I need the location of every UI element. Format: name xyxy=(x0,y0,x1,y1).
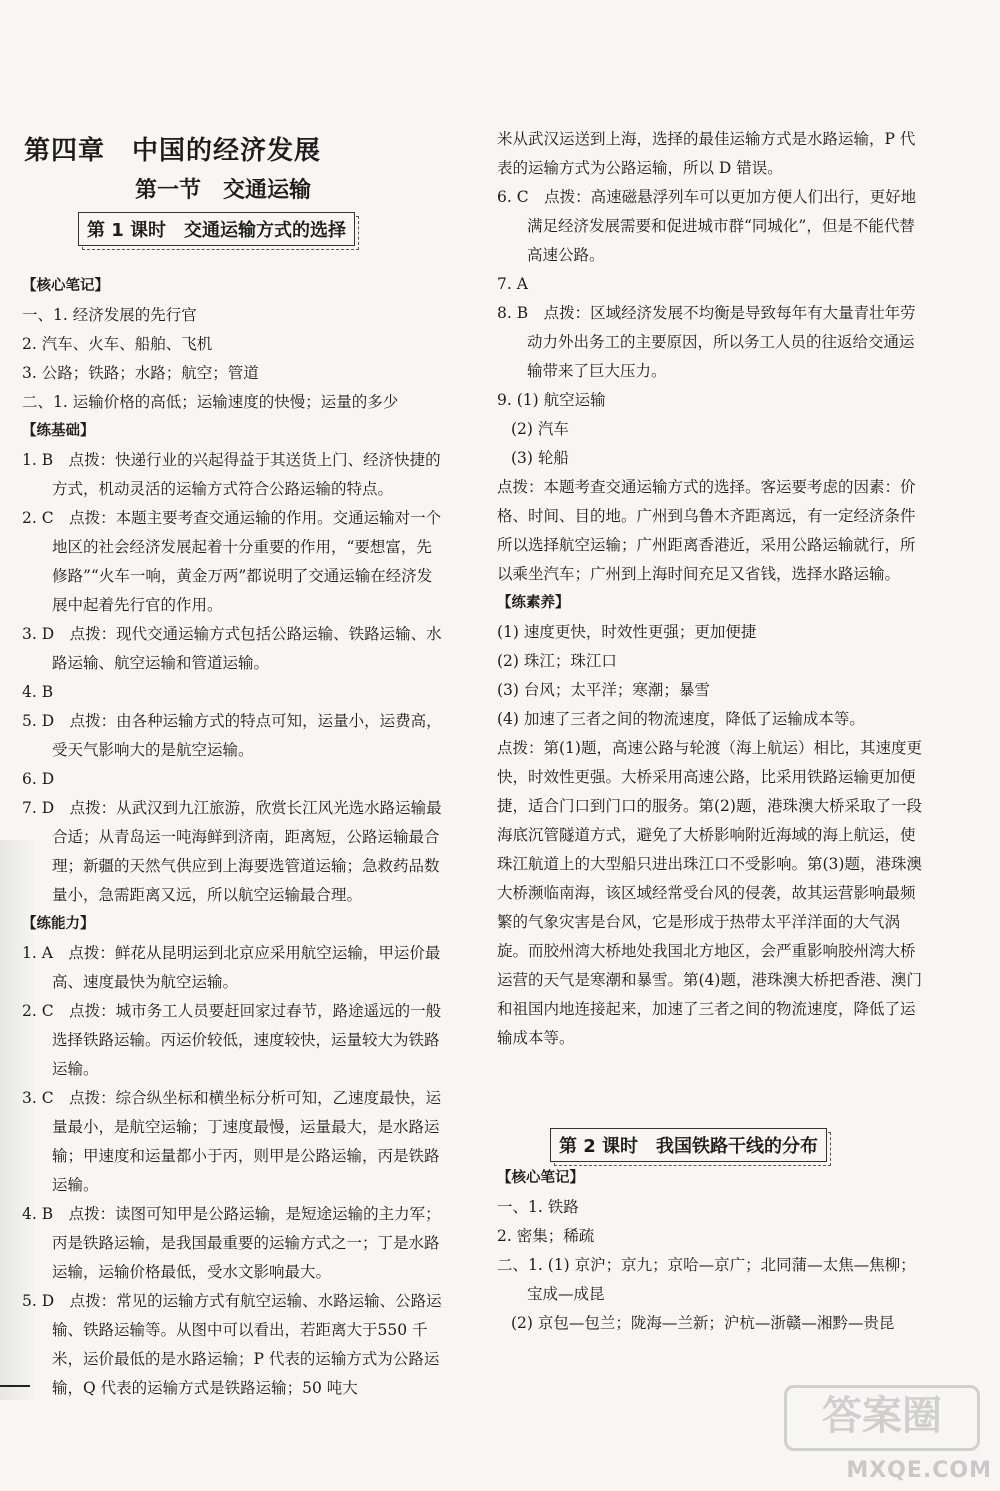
left-para-10: 5. D 点拨：由各种运输方式的特点可知，运量小，运费高，受天气影响大的是航空运输。 xyxy=(22,712,442,759)
right-para-5: (2) 汽车 xyxy=(511,420,569,438)
left-para-17: 4. B 点拨：读图可知甲是公路运输，是短途运输的主力军；丙是铁路运输，是我国最重要的运输方式之一；丁是水路运输，运输价格最低，受水文影响最大。 xyxy=(22,1205,441,1281)
left-para-7: 2. C 点拨：本题主要考查交通运输的作用。交通运输对一个地区的社会经济发展起着十分重要的作用，“要想富，先修路”“火车一响，黄金万两”都说明了交通运输在经济发展中起着先行官的作用。 xyxy=(22,509,442,614)
right-para-7: 点拨：本题考查交通运输方式的选择。客运要考虑的因素：价格、时间、目的地。广州到乌鲁木齐距离远，有一定经济条件所以选择航空运输；广州距离香港近，采用公路运输就行，所以乘坐汽车；广州到上海时间充足又省钱，选择水路运输。 xyxy=(497,478,916,583)
right-para-6: (3) 轮船 xyxy=(511,449,569,467)
left-para-8: 3. D 点拨：现代交通运输方式包括公路运输、铁路运输、水路运输、航空运输和管道运输。 xyxy=(22,625,442,672)
chapter-title: 第四章 中国的经济发展 xyxy=(24,136,322,166)
left-para-1: 一、1. 经济发展的先行官 xyxy=(22,306,197,324)
right-para-10: (2) 珠江；珠江口 xyxy=(497,652,617,670)
right2-para-1: 一、1. 铁路 xyxy=(497,1198,579,1216)
right-para-1: 6. C 点拨：高速磁悬浮列车可以更加方便人们出行，更好地满足经济发展需要和促进城市群“同城化”，但是不能代替高速公路。 xyxy=(497,188,917,264)
left-para-15: 2. C 点拨：城市务工人员要赶回家过春节，路途遥远的一般选择铁路运输。丙运价较低，速度较快，运量较大为铁路运输。 xyxy=(22,1002,442,1078)
lesson2-title: 第 2 课时 我国铁路干线的分布 xyxy=(550,1128,827,1162)
right2-para-3: 二、1. (1) 京沪；京九；京哈—京广；北同蒲—太焦—焦柳；宝成—成昆 xyxy=(497,1256,916,1303)
left-para-12: 7. D 点拨：从武汉到九江旅游，欣赏长江风光选水路运输最合适；从青岛运一吨海鲜到济南，距离短，公路运输最合理；新疆的天然气供应到上海要选管道运输；急救药品数量小，急需距离又远，所以航空运输最合理。 xyxy=(22,799,442,904)
left-para-16: 3. C 点拨：综合纵坐标和横坐标分析可知，乙速度最快，运量最小，是航空运输；丁速度最慢，运量最大，是水路运输；甲速度和运量都小于丙，则甲是公路运输，丙是铁路运输。 xyxy=(22,1089,442,1194)
right-para-9: (1) 速度更快，时效性更强；更加便捷 xyxy=(497,623,757,641)
left-para-18: 5. D 点拨：常见的运输方式有航空运输、水路运输、公路运输、铁路运输等。从图中可以看出，若距离大于550 千米，运价最低的是水路运输；P 代表的运输方式为公路运输，Q 代表的运输方式是铁路运输；50 吨大 xyxy=(22,1292,442,1397)
left-para-14: 1. A 点拨：鲜花从昆明运到北京应采用航空运输，甲运价最高、速度最快为航空运输。 xyxy=(22,944,441,991)
right-para-4: 9. (1) 航空运输 xyxy=(497,391,606,409)
right-para-11: (3) 台风；太平洋；寒潮；暴雪 xyxy=(497,681,710,699)
right-para-13: 点拨：第(1)题，高速公路与轮渡（海上航运）相比，其速度更快，时效性更强。大桥采用高速公路，比采用铁路运输更加便捷，适合门口到门口的服务。第(2)题，港珠澳大桥采取了一段海底沉管隧道方式，避免了大桥影响附近海域的海上航运，使珠江航道上的大型船只进出珠江口不受影响。第(3)题，港珠澳大桥濒临南海，该区域经常受台风的侵袭，故其运营影响最频繁的气象灾害是台风，它是形成于热带太平洋洋面的大气涡旋。而胶州湾大桥地处我国北方地区，会严重影响胶州湾大桥运营的天气是寒潮和暴雪。第(4)题，港珠澳大桥把香港、澳门和祖国内地连接起来，加速了三者之间的物流速度，降低了运输成本等。 xyxy=(497,739,922,1047)
right-para-8: 【练素养】 xyxy=(497,595,570,611)
site-watermark: MXQE.COM xyxy=(846,1458,992,1483)
left-para-5: 【练基础】 xyxy=(22,423,95,439)
right2-para-0: 【核心笔记】 xyxy=(497,1170,584,1186)
section-title: 第一节 交通运输 xyxy=(135,178,312,203)
left-para-3: 3. 公路；铁路；水路；航空；管道 xyxy=(22,364,259,382)
right-para-3: 8. B 点拨：区域经济发展不均衡是导致每年有大量青壮年劳动力外出务工的主要原因，所以务工人员的往返给交通运输带来了巨大压力。 xyxy=(497,304,916,380)
lesson1-title: 第 1 课时 交通运输方式的选择 xyxy=(78,212,355,246)
left-para-2: 2. 汽车、火车、船舶、飞机 xyxy=(22,335,213,353)
left-para-9: 4. B xyxy=(22,683,54,701)
left-para-4: 二、1. 运输价格的高低；运输速度的快慢；运量的多少 xyxy=(22,393,399,411)
left-para-6: 1. B 点拨：快递行业的兴起得益于其送货上门、经济快捷的方式，机动灵活的运输方式符合公路运输的特点。 xyxy=(22,451,441,498)
right2-para-2: 2. 密集；稀疏 xyxy=(497,1227,595,1245)
left-para-11: 6. D xyxy=(22,770,55,788)
right-para-0: 米从武汉运送到上海，选择的最佳运输方式是水路运输，P 代表的运输方式为公路运输，所以 D 错误。 xyxy=(497,130,916,177)
right2-para-4: (2) 京包—包兰；陇海—兰新；沪杭—浙赣—湘黔—贵昆 xyxy=(511,1314,895,1332)
left-para-13: 【练能力】 xyxy=(22,916,95,932)
page-rule xyxy=(0,1385,30,1387)
left-para-0: 【核心笔记】 xyxy=(22,278,109,294)
right-para-2: 7. A xyxy=(497,275,528,293)
right-para-12: (4) 加速了三者之间的物流速度，降低了运输成本等。 xyxy=(497,710,865,728)
answer-stamp: 答案圈 xyxy=(784,1385,980,1451)
